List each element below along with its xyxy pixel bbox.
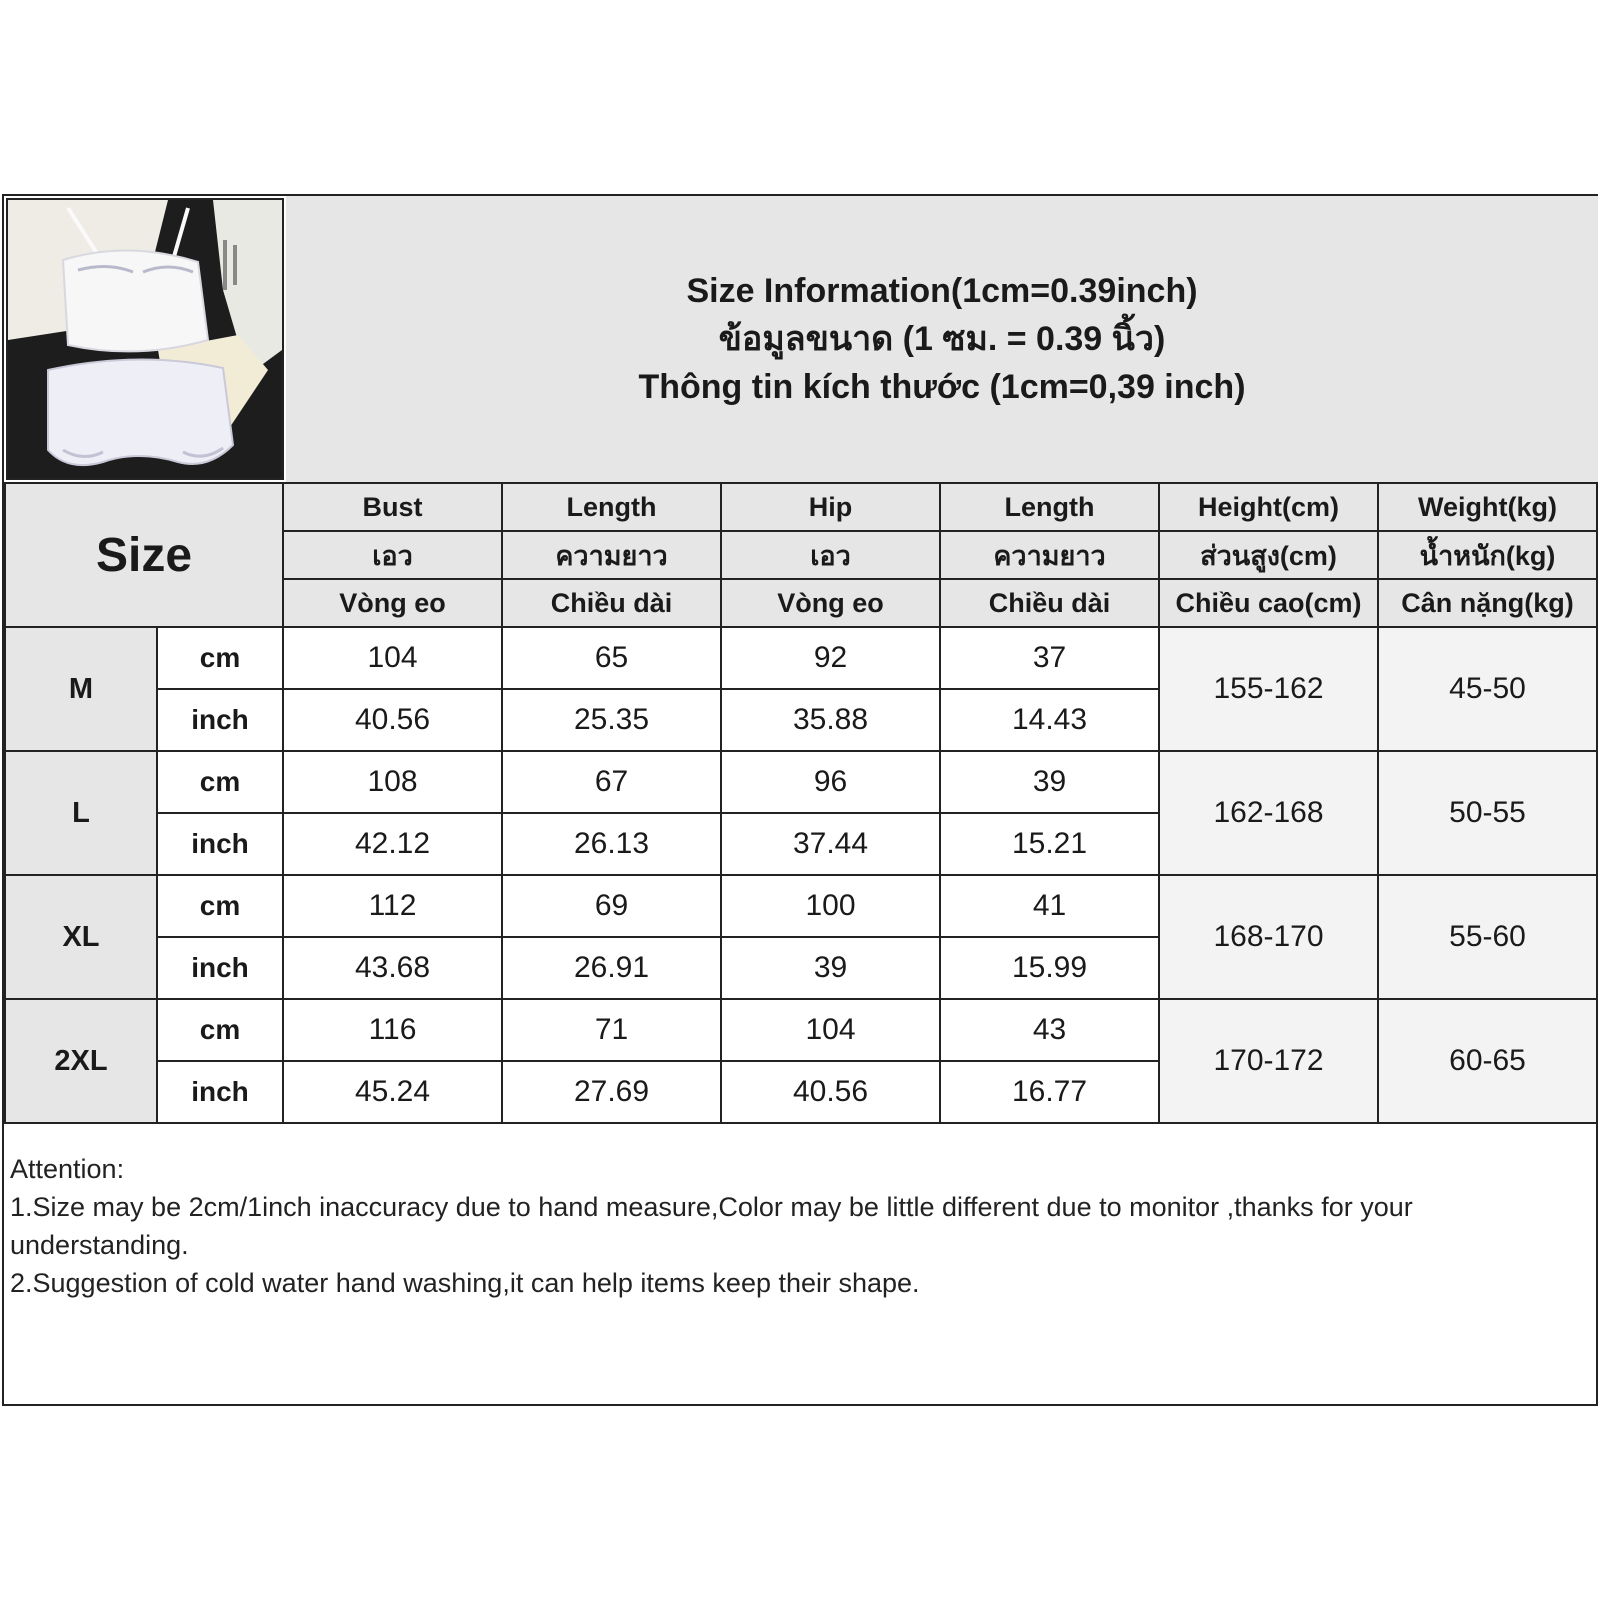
weight-cell: 45-50: [1378, 627, 1597, 751]
height-cell: 155-162: [1159, 627, 1378, 751]
unit-cell: inch: [157, 937, 283, 999]
weight-cell: 55-60: [1378, 875, 1597, 999]
weight-cell: 50-55: [1378, 751, 1597, 875]
value-cell: 37.44: [721, 813, 940, 875]
value-cell: 15.21: [940, 813, 1159, 875]
value-cell: 15.99: [940, 937, 1159, 999]
column-header-en: Bust: [283, 483, 502, 531]
value-cell: 69: [502, 875, 721, 937]
unit-cell: inch: [157, 689, 283, 751]
column-header-en: Hip: [721, 483, 940, 531]
value-cell: 37: [940, 627, 1159, 689]
unit-cell: cm: [157, 751, 283, 813]
value-cell: 40.56: [721, 1061, 940, 1123]
weight-cell: 60-65: [1378, 999, 1597, 1123]
title-box: [286, 196, 1598, 482]
column-header-vi: Vòng eo: [721, 579, 940, 627]
value-cell: 104: [721, 999, 940, 1061]
unit-cell: inch: [157, 813, 283, 875]
value-cell: 35.88: [721, 689, 940, 751]
value-cell: 27.69: [502, 1061, 721, 1123]
column-header-th: เอว: [721, 531, 940, 579]
column-header-vi: Chiều dài: [502, 579, 721, 627]
value-cell: 67: [502, 751, 721, 813]
table-row: [5, 751, 1597, 813]
column-header-vi: Chiều cao(cm): [1159, 579, 1378, 627]
column-header-vi: Chiều dài: [940, 579, 1159, 627]
value-cell: 41: [940, 875, 1159, 937]
value-cell: 45.24: [283, 1061, 502, 1123]
unit-cell: cm: [157, 999, 283, 1061]
column-header-th: ส่วนสูง(cm): [1159, 531, 1378, 579]
value-cell: 25.35: [502, 689, 721, 751]
value-cell: 96: [721, 751, 940, 813]
value-cell: 92: [721, 627, 940, 689]
value-cell: 26.13: [502, 813, 721, 875]
value-cell: 16.77: [940, 1061, 1159, 1123]
value-cell: 112: [283, 875, 502, 937]
value-cell: 116: [283, 999, 502, 1061]
size-chart: [2, 194, 1598, 1406]
notes-item-2: 2.Suggestion of cold water hand washing,it can help items keep their shape.: [10, 1268, 920, 1298]
value-cell: 40.56: [283, 689, 502, 751]
value-cell: 100: [721, 875, 940, 937]
size-label-cell: M: [5, 627, 157, 751]
size-label-cell: L: [5, 751, 157, 875]
product-photo: [6, 198, 284, 480]
value-cell: 42.12: [283, 813, 502, 875]
unit-cell: cm: [157, 627, 283, 689]
column-header-th: น้ำหนัก(kg): [1378, 531, 1597, 579]
column-header-th: ความยาว: [502, 531, 721, 579]
title-thai: ข้อมูลขนาด (1 ซม. = 0.39 นิ้ว): [718, 320, 1166, 358]
product-photo-illustration: [8, 200, 282, 478]
value-cell: 39: [940, 751, 1159, 813]
unit-cell: inch: [157, 1061, 283, 1123]
value-cell: 39: [721, 937, 940, 999]
column-header-th: ความยาว: [940, 531, 1159, 579]
size-label-cell: 2XL: [5, 999, 157, 1123]
column-header-vi: Vòng eo: [283, 579, 502, 627]
column-header-en: Height(cm): [1159, 483, 1378, 531]
attention-notes: [4, 1144, 1596, 1404]
table-row: [5, 999, 1597, 1061]
value-cell: 14.43: [940, 689, 1159, 751]
unit-cell: cm: [157, 875, 283, 937]
value-cell: 104: [283, 627, 502, 689]
size-header: Size: [5, 483, 283, 627]
value-cell: 43.68: [283, 937, 502, 999]
height-cell: 168-170: [1159, 875, 1378, 999]
notes-heading: Attention:: [10, 1154, 125, 1184]
title-vietnamese: Thông tin kích thước (1cm=0,39 inch): [638, 368, 1246, 406]
column-header-vi: Cân nặng(kg): [1378, 579, 1597, 627]
notes-item-1: 1.Size may be 2cm/1inch inaccuracy due to hand measure,Color may be little different due to monitor ,thanks for your understanding.: [10, 1192, 1413, 1260]
value-cell: 65: [502, 627, 721, 689]
size-table: [4, 482, 1598, 1124]
value-cell: 26.91: [502, 937, 721, 999]
column-header-en: Weight(kg): [1378, 483, 1597, 531]
height-cell: 170-172: [1159, 999, 1378, 1123]
table-row: [5, 875, 1597, 937]
column-header-en: Length: [940, 483, 1159, 531]
column-header-th: เอว: [283, 531, 502, 579]
column-header-en: Length: [502, 483, 721, 531]
title-english: Size Information(1cm=0.39inch): [686, 272, 1198, 310]
table-row: [5, 627, 1597, 689]
value-cell: 71: [502, 999, 721, 1061]
value-cell: 108: [283, 751, 502, 813]
height-cell: 162-168: [1159, 751, 1378, 875]
size-label-cell: XL: [5, 875, 157, 999]
value-cell: 43: [940, 999, 1159, 1061]
